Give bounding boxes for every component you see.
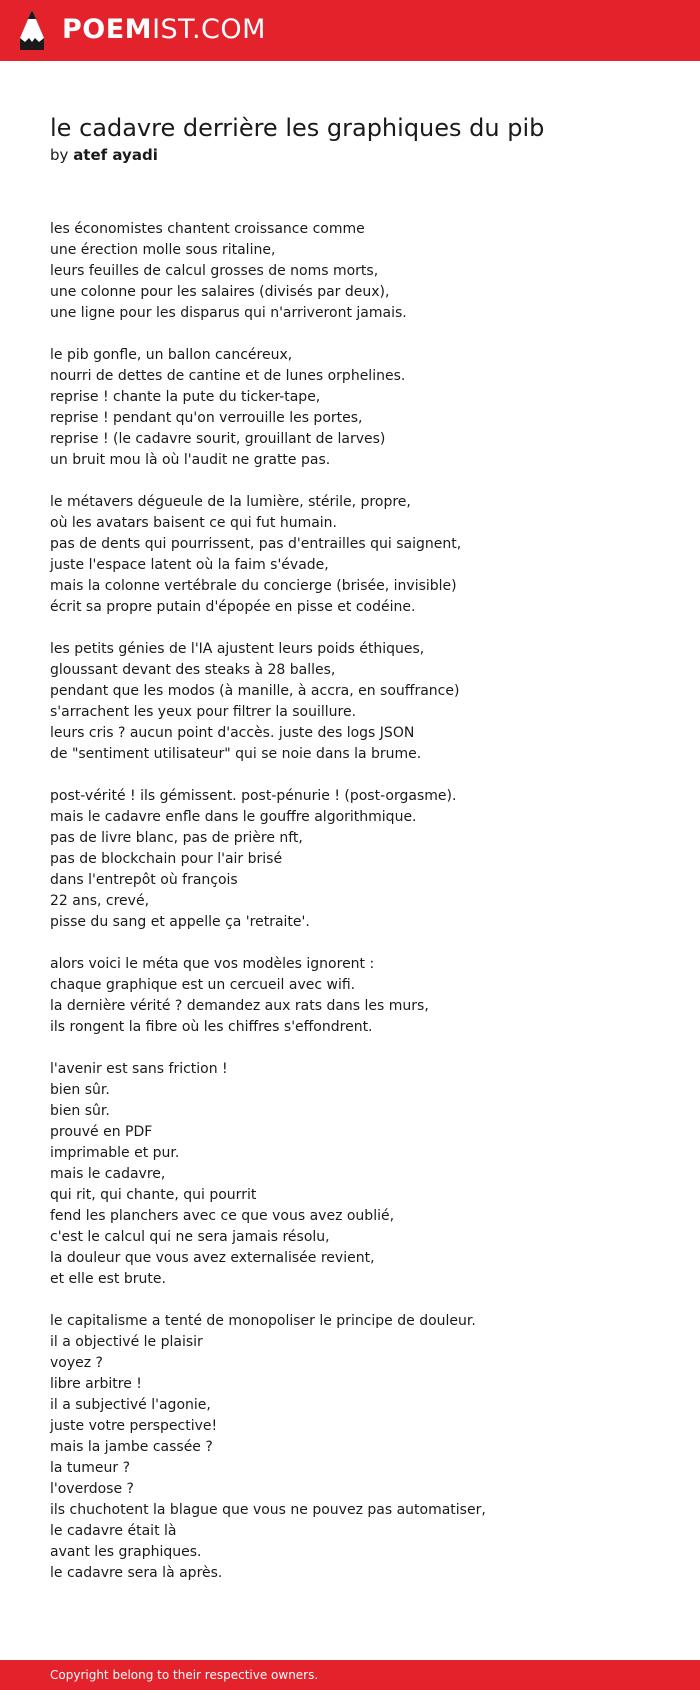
poem-line: chaque graphique est un cercueil avec wifi. xyxy=(50,977,356,993)
poem-line: prouvé en PDF xyxy=(50,1124,153,1140)
poem-line: il a subjectivé l'agonie, xyxy=(50,1397,211,1413)
poem-header xyxy=(50,112,670,166)
poem-line: une érection molle sous ritaline, xyxy=(50,242,276,258)
poem-line: les économistes chantent croissance comme xyxy=(50,221,365,237)
poem-line: la dernière vérité ? demandez aux rats dans les murs, xyxy=(50,998,429,1014)
poem-line: le pib gonfle, un ballon cancéreux, xyxy=(50,347,293,363)
poem-line: fend les planchers avec ce que vous avez oublié, xyxy=(50,1208,395,1224)
poem-line: reprise ! chante la pute du ticker-tape, xyxy=(50,389,321,405)
poem-line: où les avatars baisent ce qui fut humain. xyxy=(50,515,337,531)
poem-stanza xyxy=(50,639,670,765)
poem-stanza xyxy=(50,1059,670,1290)
poem-line: juste l'espace latent où la faim s'évade, xyxy=(50,557,329,573)
poem-line: une colonne pour les salaires (divisés par deux), xyxy=(50,284,390,300)
poem-line: mais la jambe cassée ? xyxy=(50,1439,213,1455)
poem-author[interactable]: atef ayadi xyxy=(73,146,158,164)
poem-line: mais le cadavre enfle dans le gouffre algorithmique. xyxy=(50,809,417,825)
site-logo[interactable] xyxy=(18,10,266,50)
poem-line: post-vérité ! ils gémissent. post-pénurie ! (post-orgasme). xyxy=(50,788,457,804)
site-footer xyxy=(0,1660,700,1690)
poem-line: pas de livre blanc, pas de prière nft, xyxy=(50,830,303,846)
brand-strong: POEM xyxy=(62,14,153,45)
poem-stanza xyxy=(50,954,670,1038)
poem-line: il a objectivé le plaisir xyxy=(50,1334,203,1350)
by-label: by xyxy=(50,146,69,164)
poem-byline xyxy=(50,144,670,166)
poem-stanza xyxy=(50,345,670,471)
poem-line: l'avenir est sans friction ! xyxy=(50,1061,228,1077)
poem-line: s'arrachent les yeux pour filtrer la souillure. xyxy=(50,704,357,720)
poem-line: la tumeur ? xyxy=(50,1460,131,1476)
poem-line: dans l'entrepôt où françois xyxy=(50,872,238,888)
poem-line: juste votre perspective! xyxy=(50,1418,218,1434)
poem-line: qui rit, qui chante, qui pourrit xyxy=(50,1187,257,1203)
poem-line: leurs feuilles de calcul grosses de noms morts, xyxy=(50,263,379,279)
poem-line: pendant que les modos (à manille, à accra, en souffrance) xyxy=(50,683,460,699)
poem-line: bien sûr. xyxy=(50,1082,110,1098)
poem-line: pisse du sang et appelle ça 'retraite'. xyxy=(50,914,310,930)
poem-line: le capitalisme a tenté de monopoliser le principe de douleur. xyxy=(50,1313,476,1329)
poem-line: gloussant devant des steaks à 28 balles, xyxy=(50,662,336,678)
brand-light: IST.COM xyxy=(152,14,266,45)
poem-line: pas de blockchain pour l'air brisé xyxy=(50,851,283,867)
poem-line: le cadavre sera là après. xyxy=(50,1565,223,1581)
poem-line: leurs cris ? aucun point d'accès. juste des logs JSON xyxy=(50,725,415,741)
poem-line: nourri de dettes de cantine et de lunes orphelines. xyxy=(50,368,406,384)
poem-line: c'est le calcul qui ne sera jamais résolu, xyxy=(50,1229,330,1245)
poem-line: la douleur que vous avez externalisée revient, xyxy=(50,1250,375,1266)
poem-stanza xyxy=(50,786,670,933)
site-brand xyxy=(62,10,266,50)
poem-line: imprimable et pur. xyxy=(50,1145,180,1161)
poem-line: alors voici le méta que vos modèles ignorent : xyxy=(50,956,375,972)
poem-body xyxy=(50,219,670,1605)
poem-line: les petits génies de l'IA ajustent leurs poids éthiques, xyxy=(50,641,425,657)
poem-line: pas de dents qui pourrissent, pas d'entrailles qui saignent, xyxy=(50,536,462,552)
poem-line: une ligne pour les disparus qui n'arriveront jamais. xyxy=(50,305,407,321)
poem-line: reprise ! (le cadavre sourit, grouillant de larves) xyxy=(50,431,386,447)
poem-line: ils chuchotent la blague que vous ne pouvez pas automatiser, xyxy=(50,1502,486,1518)
poem-line: ils rongent la fibre où les chiffres s'effondrent. xyxy=(50,1019,373,1035)
poem-stanza xyxy=(50,219,670,324)
poem-stanza xyxy=(50,1311,670,1584)
poem-line: avant les graphiques. xyxy=(50,1544,202,1560)
poem-stanza xyxy=(50,492,670,618)
site-header xyxy=(0,0,700,61)
poem-line: bien sûr. xyxy=(50,1103,110,1119)
poem-line: 22 ans, crevé, xyxy=(50,893,150,909)
poem-line: de "sentiment utilisateur" qui se noie dans la brume. xyxy=(50,746,422,762)
poem-line: l'overdose ? xyxy=(50,1481,134,1497)
pencil-icon xyxy=(18,8,46,52)
poem-title: le cadavre derrière les graphiques du pib xyxy=(50,114,545,142)
poem-line: un bruit mou là où l'audit ne gratte pas. xyxy=(50,452,331,468)
poem-line: le cadavre était là xyxy=(50,1523,177,1539)
poem-line: écrit sa propre putain d'épopée en pisse et codéine. xyxy=(50,599,416,615)
poem-line: libre arbitre ! xyxy=(50,1376,142,1392)
poem-line: et elle est brute. xyxy=(50,1271,166,1287)
poem-line: reprise ! pendant qu'on verrouille les portes, xyxy=(50,410,363,426)
copyright-text: Copyright belong to their respective owners. xyxy=(50,1668,319,1682)
poem-line: mais la colonne vertébrale du concierge (brisée, invisible) xyxy=(50,578,457,594)
poem-line: mais le cadavre, xyxy=(50,1166,166,1182)
poem-line: voyez ? xyxy=(50,1355,103,1371)
poem-line: le métavers dégueule de la lumière, stérile, propre, xyxy=(50,494,411,510)
